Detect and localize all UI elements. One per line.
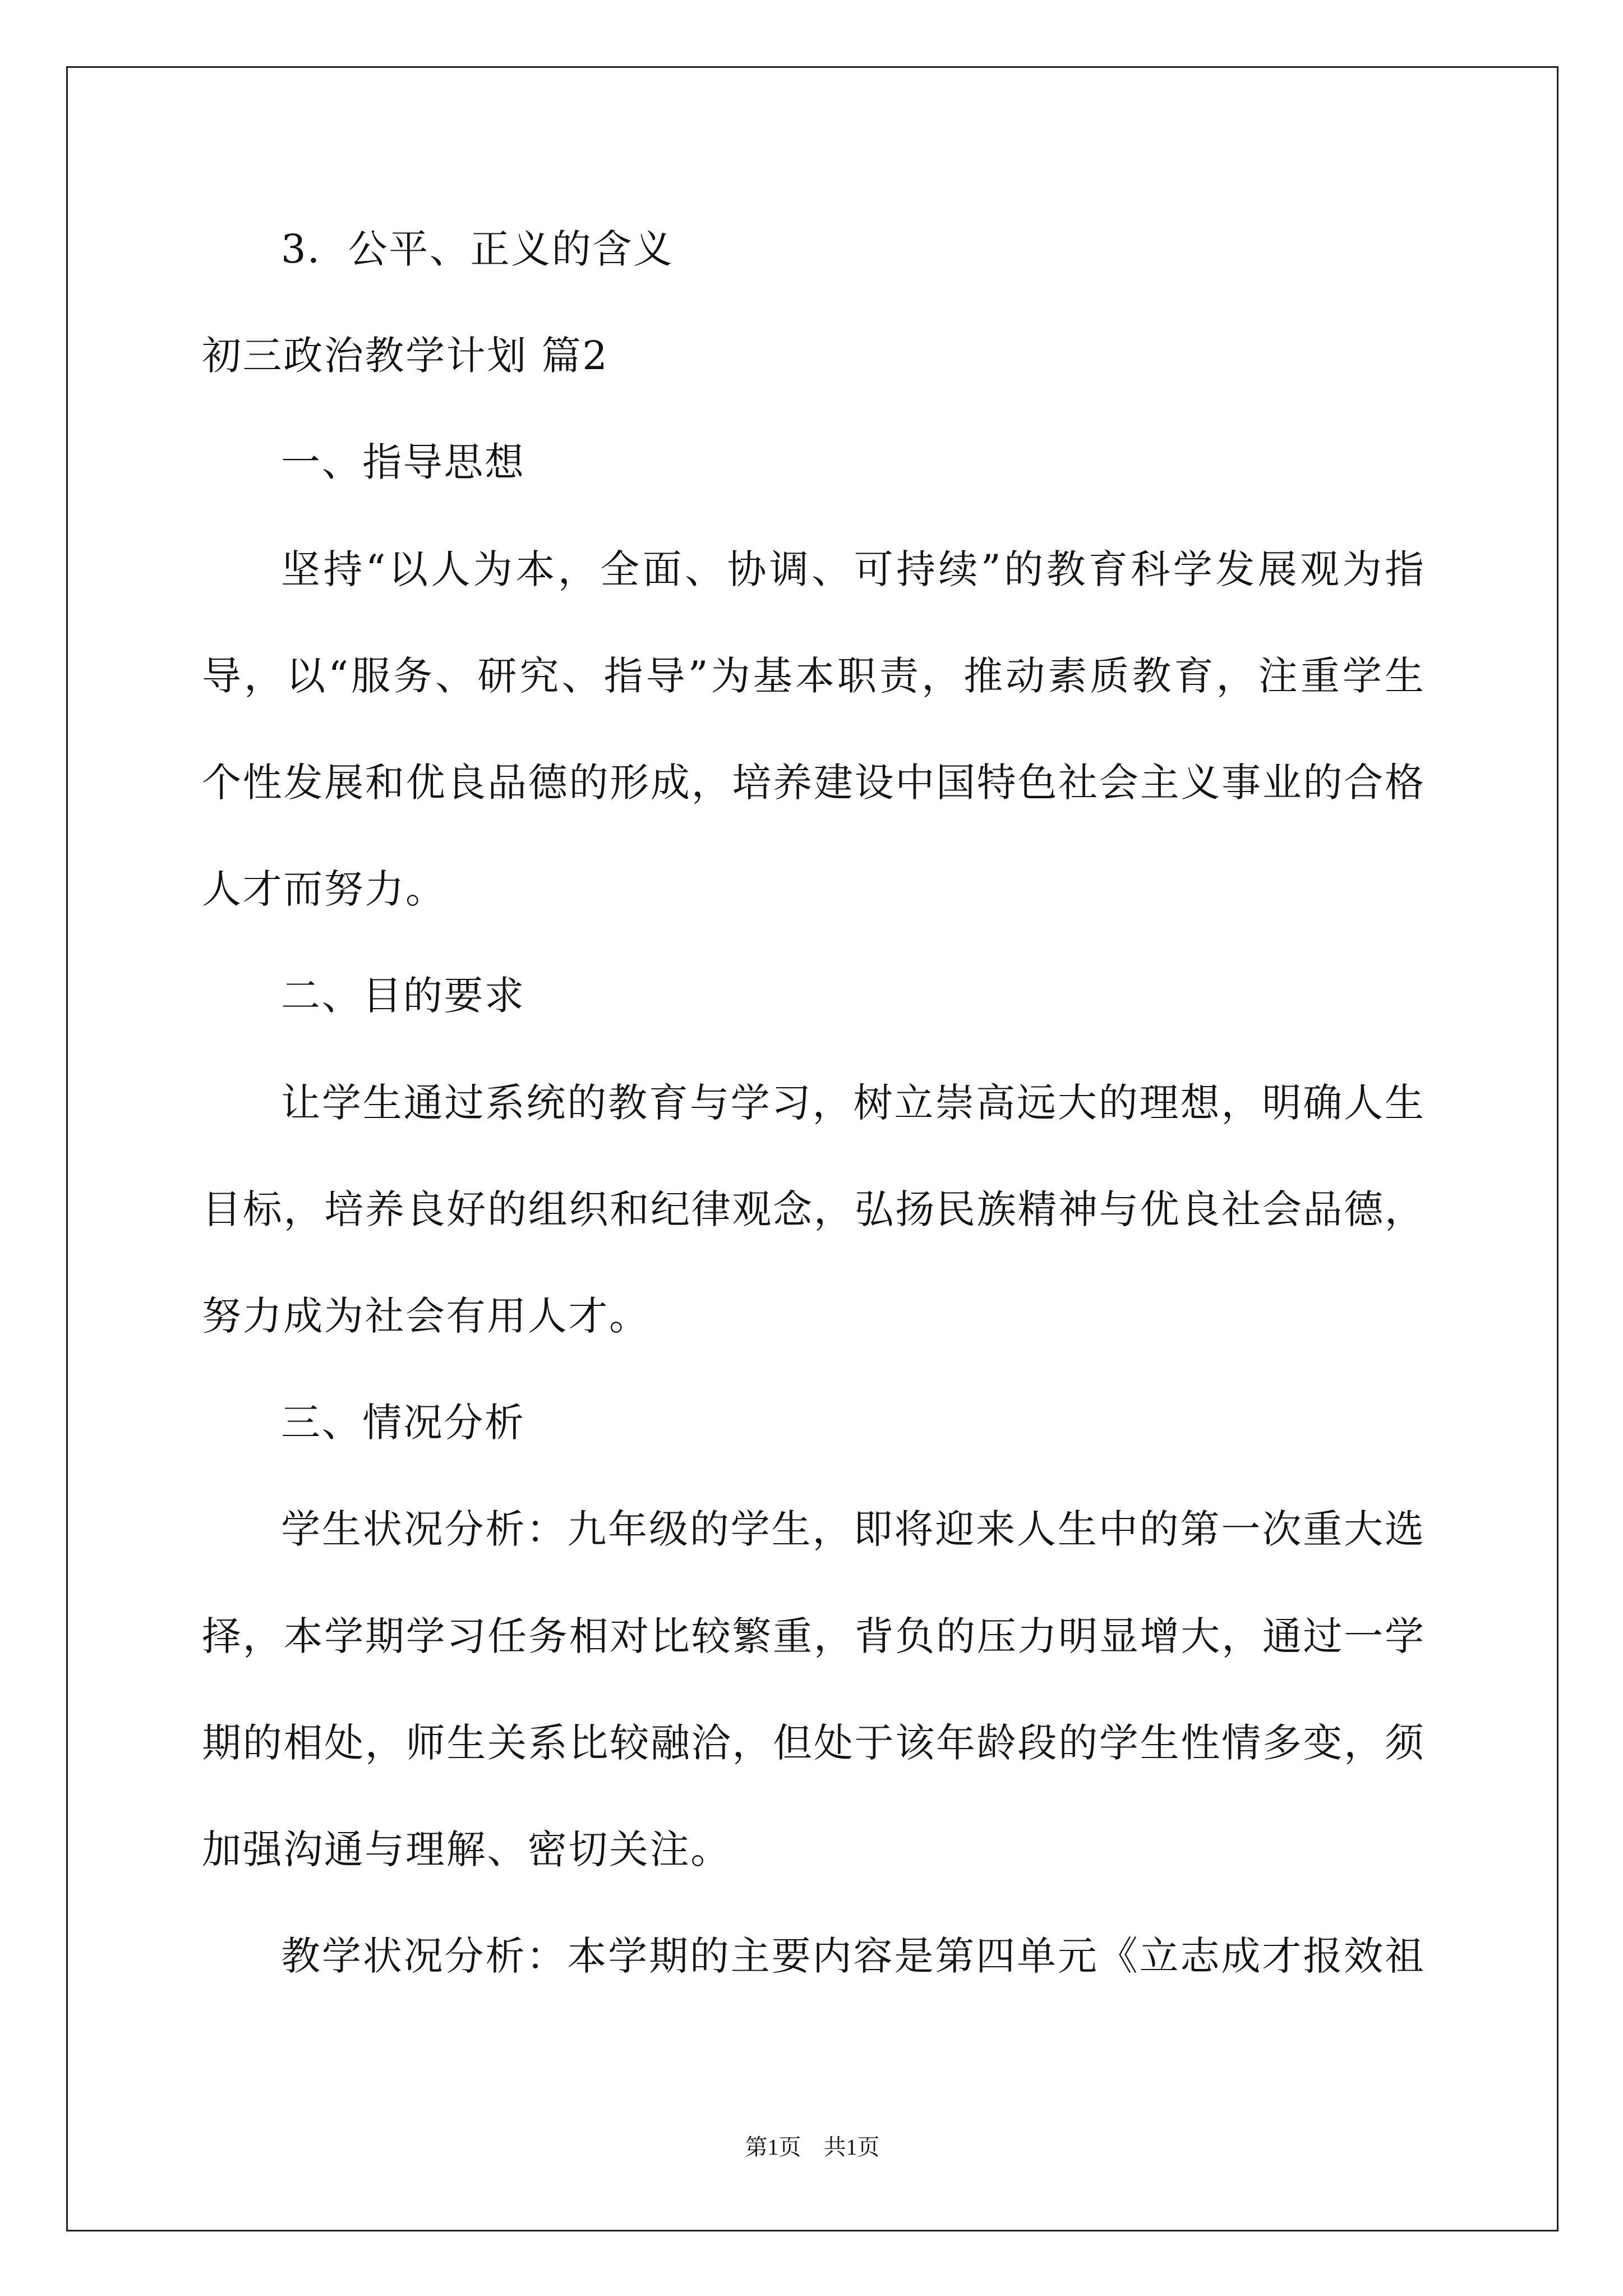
paragraph-line: 教学状况分析：本学期的主要内容是第四单元《立志成才报效祖 <box>281 1933 1424 1979</box>
paragraph-line: 目标，培养良好的组织和纪律观念，弘扬民族精神与优良社会品德， <box>202 1186 1424 1232</box>
subsection-heading: 3．公平、正义的含义 <box>281 226 674 272</box>
page-border <box>66 66 1559 2231</box>
paragraph-line: 学生状况分析：九年级的学生，即将迎来人生中的第一次重大选 <box>281 1506 1424 1552</box>
paragraph-line: 让学生通过系统的教育与学习，树立崇高远大的理想，明确人生 <box>281 1080 1424 1126</box>
paragraph-line: 人才而努力。 <box>202 866 446 912</box>
paragraph-line: 努力成为社会有用人才。 <box>202 1293 650 1339</box>
paragraph-line: 择，本学期学习任务相对比较繁重，背负的压力明显增大，通过一学 <box>202 1613 1424 1659</box>
page-number-footer: 第1页 共1页 <box>745 2134 880 2160</box>
paragraph-line: 期的相处，师生关系比较融洽，但处于该年龄段的学生性情多变，须 <box>202 1720 1424 1766</box>
paragraph-line: 加强沟通与理解、密切关注。 <box>202 1826 731 1872</box>
paragraph-line: 坚持“以人为本，全面、协调、可持续”的教育科学发展观为指 <box>281 546 1424 592</box>
paragraph-line: 个性发展和优良品德的形成，培养建设中国特色社会主义事业的合格 <box>202 760 1424 806</box>
section-heading-analysis: 三、情况分析 <box>281 1400 525 1446</box>
paragraph-line: 导，以“服务、研究、指导”为基本职责，推动素质教育，注重学生 <box>202 653 1424 699</box>
section-heading-goals: 二、目的要求 <box>281 973 525 1019</box>
section-heading-guiding-ideology: 一、指导思想 <box>281 439 525 485</box>
document-title: 初三政治教学计划 篇2 <box>202 333 609 379</box>
